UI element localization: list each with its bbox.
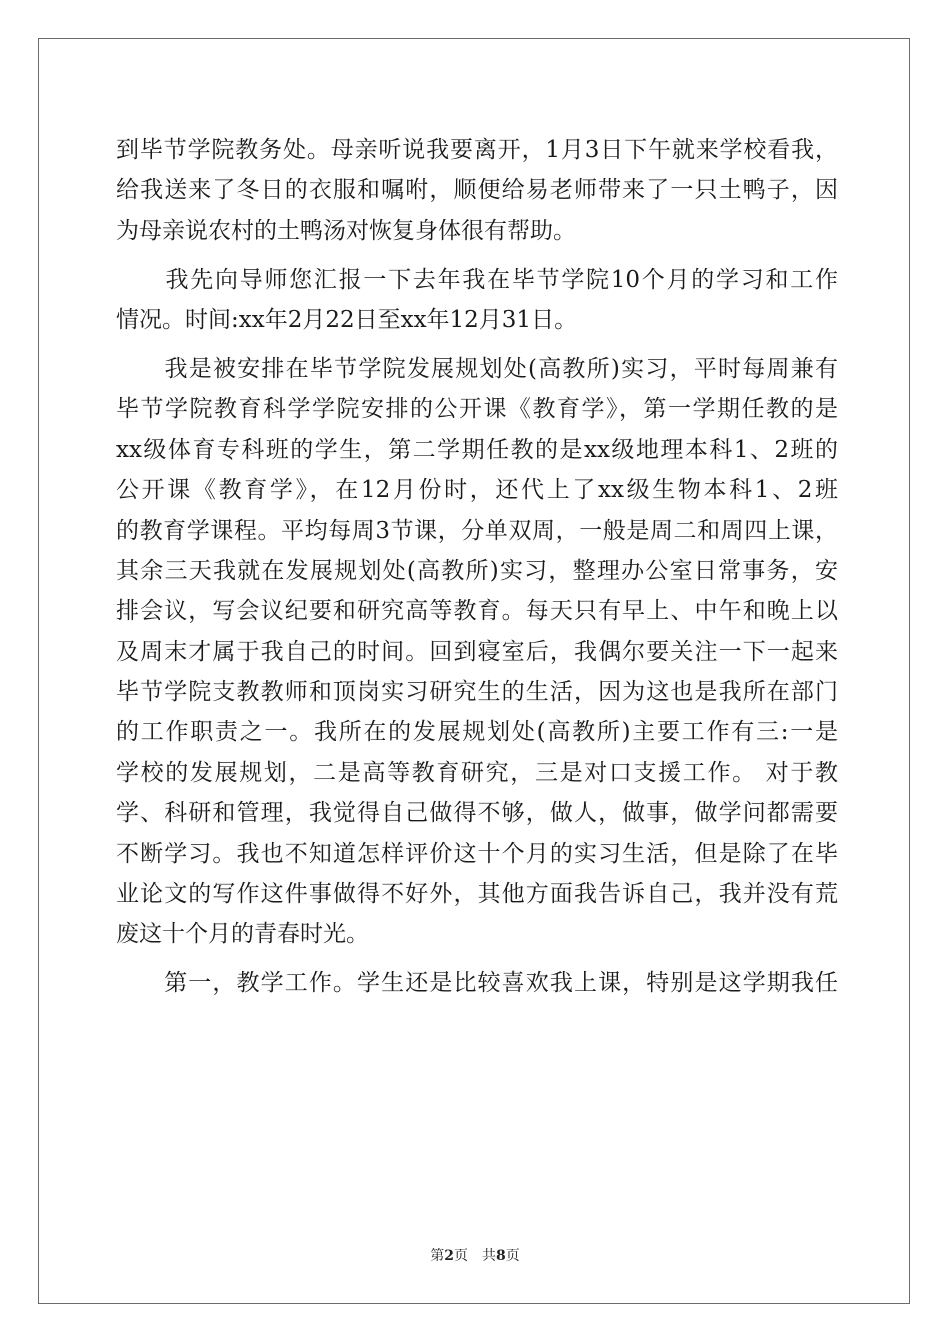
text-line: 毕节学院教育科学学院安排的公开课《教育学》，第一学期任教的是 [116,396,838,423]
document-body [116,130,838,1004]
text-line: 的工作职责之一。我所在的发展规划处(高教所)主要工作有三:一是 [116,719,838,746]
text-line: 我是被安排在毕节学院发展规划处(高教所)实习，平时每周兼有 [116,355,838,382]
text-line: 的教育学课程。平均每周3节课，分单双周，一般是周二和周四上课， [116,517,838,544]
text-line: 学、科研和管理，我觉得自己做得不够，做人，做事，做学问都需要 [116,800,838,827]
text-line: 公开课《教育学》，在12月份时，还代上了xx级生物本科1、2班 [116,477,838,504]
paragraph [116,963,838,1003]
page-footer [0,1245,950,1265]
text-line: 业论文的写作这件事做得不好外，其他方面我告诉自己，我并没有荒 [116,881,838,908]
text-line: 及周末才属于我自己的时间。回到寝室后，我偶尔要关注一下一起来 [116,638,838,665]
text-line: 不断学习。我也不知道怎样评价这十个月的实习生活，但是除了在毕 [116,840,838,867]
text-line: 为母亲说农村的土鸭汤对恢复身体很有帮助。 [116,217,576,244]
text-line: xx级体育专科班的学生，第二学期任教的是xx级地理本科1、2班的 [116,436,838,463]
text-line: 情况。时间:xx年2月22日至xx年12月31日。 [116,307,578,334]
text-line: 其余三天我就在发展规划处(高教所)实习，整理办公室日常事务，安 [116,557,838,584]
footer-page-prefix: 第 [430,1248,445,1264]
paragraph [116,260,838,341]
text-line: 给我送来了冬日的衣服和嘱咐，顺便给易老师带来了一只土鸭子，因 [116,177,838,204]
text-line: 我先向导师您汇报一下去年我在毕节学院10个月的学习和工作 [116,266,838,293]
text-line: 毕节学院支教教师和顶岗实习研究生的生活，因为这也是我所在部门 [116,679,838,706]
paragraph [116,130,838,251]
text-line: 第一，教学工作。学生还是比较喜欢我上课，特别是这学期我任 [116,970,838,997]
footer-page-suffix: 页 [454,1248,468,1264]
footer-total-number: 8 [496,1248,506,1264]
text-line: 学校的发展规划，二是高等教育研究，三是对口支援工作。 对于教 [116,759,838,786]
paragraph [116,349,838,955]
footer-total-suffix: 页 [505,1248,520,1264]
footer-total-prefix: 共 [482,1248,496,1264]
text-line: 到毕节学院教务处。母亲听说我要离开，1月3日下午就来学校看我， [116,137,838,163]
text-line: 废这十个月的青春时光。 [116,921,369,948]
footer-page-number: 2 [444,1248,454,1264]
text-line: 排会议，写会议纪要和研究高等教育。每天只有早上、中午和晚上以 [116,598,838,625]
